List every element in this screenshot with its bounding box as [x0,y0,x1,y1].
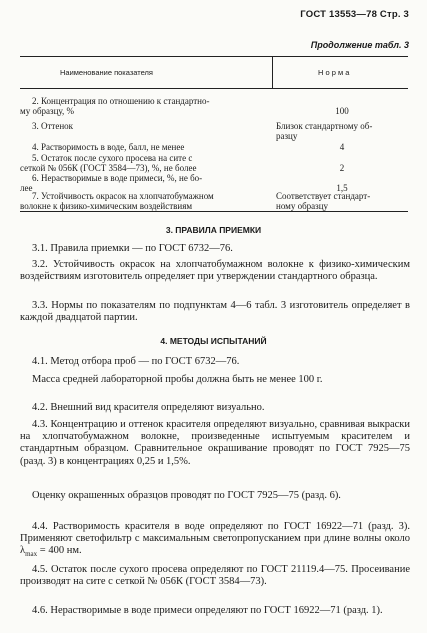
table-norm-line: Близок стандартному об- [276,121,373,131]
table-norm-line: 100 [335,105,349,116]
column-header-name: Наименование показателя [60,68,153,77]
paragraph-3-3: 3.3. Нормы по показателям по подпунктам 4—6 табл. 3 изготовитель определяет в каждой двадцатой партии. [20,300,410,324]
paragraph-4-1: 4.1. Метод отбора проб — по ГОСТ 6732—76. [32,356,240,367]
table-row-name [20,154,196,173]
table-row-norm [276,192,408,211]
table-cell-line: сеткой № 056К (ГОСТ 3584—73), %, не более [20,162,197,173]
section-4-title: 4. МЕТОДЫ ИСПЫТАНИЙ [160,336,267,346]
section-3-title: 3. ПРАВИЛА ПРИЕМКИ [165,225,262,235]
table-cell-line: волокне к физико-химическим воздействиям [20,200,193,211]
paragraph-4-3-eval: Оценку окрашенных образцов проводят по ГОСТ 7925—75 (разд. 6). [32,490,341,501]
paragraph-4-1-mass: Масса средней лабораторной пробы должна быть не менее 100 г. [32,374,323,385]
table-row-name [20,192,214,211]
table-row-norm [276,154,408,173]
table-cell-line: 7. Устойчивость окрасок на хлопчатобумажном [32,191,214,201]
paragraph-4-2: 4.2. Внешний вид красителя определяют визуально. [32,402,265,413]
table-cell-line: му образцу, % [20,105,74,116]
table-norm-line: 1,5 [336,182,348,193]
norms-table [20,56,408,212]
table-top-rule [20,56,408,57]
paragraph-4-4: 4.4. Растворимость красителя в воде определяют по ГОСТ 16922—71 (разд. 3). Применяют светофильтр с максимальным светопропусканием при длине волны около $\lambda_{max} = 400$ нм. [20,521,410,559]
table-norm-line: 2 [339,162,345,173]
paragraph-3-2: 3.2. Устойчивость окрасок на хлопчатобумажном волокне к физико-химическим воздействиям изготовитель определяет при утверждении стандартного образца. [20,259,410,283]
table-row-norm [276,97,408,116]
paragraph-4-5: 4.5. Остаток после сухого просева определяют по ГОСТ 21119.4—75. Просеивание производят на сите с сеткой № 056К (ГОСТ 3584—73). [20,564,410,588]
table-norm-line: Соответствует стандарт- [276,191,371,201]
table-continuation-label: Продолжение табл. 3 [310,40,409,50]
table-norm-line: ному образцу [276,200,329,211]
table-row-name [20,122,73,132]
table-cell-line: лее [20,182,33,193]
table-cell-line: 5. Остаток после сухого просева на сите с [32,153,193,163]
paragraph-3-1: 3.1. Правила приемки — по ГОСТ 6732—76. [32,243,233,254]
table-header-rule [20,88,408,89]
table-row-norm [276,143,408,153]
table-row-name [20,97,209,116]
table-cell-line: 4. Растворимость в воде, балл, не менее [32,142,185,152]
paragraph-4-3: 4.3. Концентрацию и оттенок красителя определяют визуально, сравнивая выкраски на хлопчатобумажном волокне, произведенные испытуемым красителем и стандартным образцом. Сравнительное окрашивание проводят по ГОСТ 7925—75 (разд. 3) в концентрациях 0,25 и 1,5%. [20,419,410,467]
table-row-norm [276,122,408,141]
table-column-divider [272,56,273,88]
table-cell-line: 3. Оттенок [32,121,74,131]
table-norm-line: 4 [339,142,345,152]
table-norm-line: разцу [276,130,298,141]
table-row-name [20,143,184,153]
table-cell-line: 2. Концентрация по отношению к стандартно- [32,96,210,106]
page-header: ГОСТ 13553—78 Стр. 3 [300,9,409,20]
column-header-norm: Н о р м а [318,68,350,77]
table-cell-line: 6. Нерастворимые в воде примеси, %, не бо- [32,173,203,183]
paragraph-4-6: 4.6. Нерастворимые в воде примеси определяют по ГОСТ 16922—71 (разд. 1). [32,605,383,616]
